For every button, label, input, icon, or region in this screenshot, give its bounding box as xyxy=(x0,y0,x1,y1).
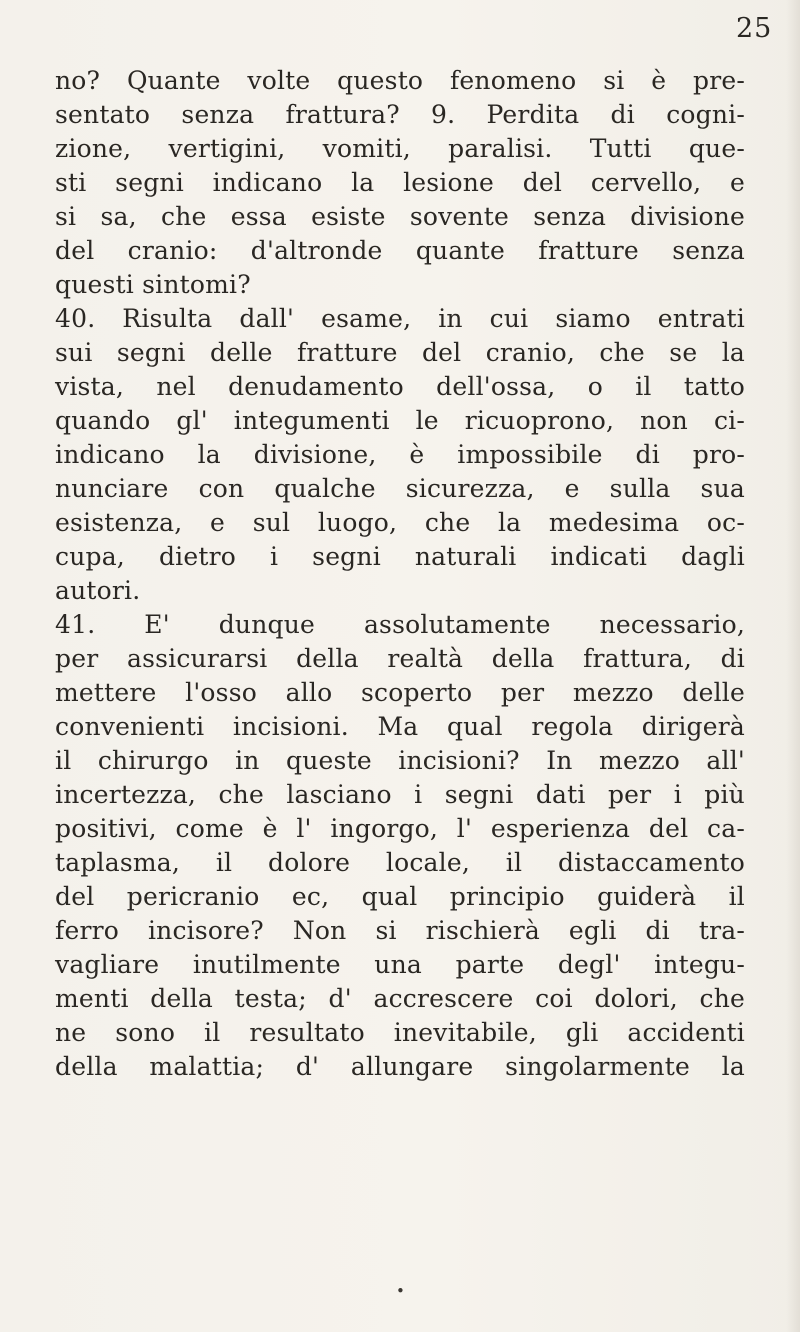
text-line-27: vagliare inutilmente una parte degl' integu- xyxy=(55,950,745,979)
paragraph-41-start: 41. E' dunque assolutamente necessario, xyxy=(55,610,745,639)
text-line-19: mettere l'osso allo scoperto per mezzo delle xyxy=(55,678,745,707)
text-line-26: ferro incisore? Non si rischierà egli di tra- xyxy=(55,916,745,945)
text-line-11: quando gl' integumenti le ricuoprono, non ci- xyxy=(55,406,745,435)
text-line-12: indicano la divisione, è impossibile di pro- xyxy=(55,440,745,469)
text-line-16: autori. xyxy=(55,576,141,605)
paragraph-40-start: 40. Risulta dall' esame, in cui siamo entrati xyxy=(55,304,745,333)
text-line-28: menti della testa; d' accrescere coi dolori, che xyxy=(55,984,745,1013)
text-line-3: zione, vertigini, vomiti, paralisi. Tutti que- xyxy=(55,134,745,163)
text-line-20: convenienti incisioni. Ma qual regola dirigerà xyxy=(55,712,745,741)
text-line-25: del pericranio ec, qual principio guiderà il xyxy=(55,882,745,911)
text-line-6: del cranio: d'altronde quante fratture senza xyxy=(55,236,745,265)
text-line-23: positivi, come è l' ingorgo, l' esperienza del ca- xyxy=(55,814,745,843)
text-line-14: esistenza, e sul luogo, che la medesima oc- xyxy=(55,508,745,537)
text-line-10: vista, nel denudamento dell'ossa, o il tatto xyxy=(55,372,745,401)
text-line-18: per assicurarsi della realtà della frattura, di xyxy=(55,644,745,673)
text-line-24: taplasma, il dolore locale, il distaccamento xyxy=(55,848,745,877)
text-line-4: sti segni indicano la lesione del cervello, e xyxy=(55,168,745,197)
text-line-15: cupa, dietro i segni naturali indicati dagli xyxy=(55,542,745,571)
text-line-7: questi sintomi? xyxy=(55,270,251,299)
text-line-2: sentato senza frattura? 9. Perdita di cogni- xyxy=(55,100,745,129)
text-line-5: si sa, che essa esiste sovente senza divisione xyxy=(55,202,745,231)
text-line-30: della malattia; d' allungare singolarmente la xyxy=(55,1052,745,1081)
text-line-29: ne sono il resultato inevitabile, gli accidenti xyxy=(55,1018,745,1047)
text-line-22: incertezza, che lasciano i segni dati per i più xyxy=(55,780,745,809)
footer-mark: • xyxy=(396,1282,405,1300)
page-edge-shadow xyxy=(786,0,800,1332)
page-number: 25 xyxy=(736,13,773,44)
text-line-9: sui segni delle fratture del cranio, che se la xyxy=(55,338,745,367)
text-line-1: no? Quante volte questo fenomeno si è pre- xyxy=(55,66,745,95)
text-line-13: nunciare con qualche sicurezza, e sulla sua xyxy=(55,474,745,503)
text-line-21: il chirurgo in queste incisioni? In mezzo all' xyxy=(55,746,745,775)
